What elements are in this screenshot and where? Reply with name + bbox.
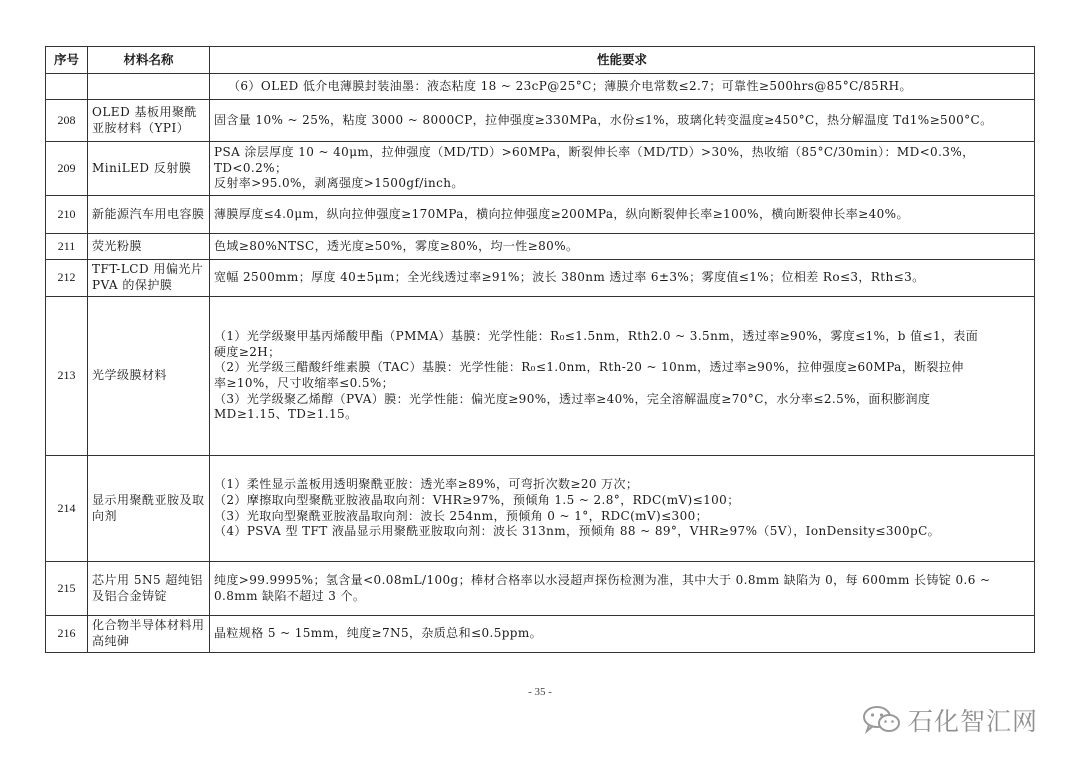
requirement-line: （1）柔性显示盖板用透明聚酰亚胺：透光率≥89%，可弯折次数≥20 万次； — [214, 477, 639, 492]
requirement-line: （4）PSVA 型 TFT 液晶显示用聚酰亚胺取向剂：波长 313nm，预倾角 88 ~ 89°，VHR≥97%（5V），IonDensity≤300pC。 — [214, 524, 941, 539]
row-number: 208 — [46, 100, 88, 142]
requirement-line: 固含量 10% ~ 25%，粘度 3000 ~ 8000CP，拉伸强度≥330MPa，水份≤1%，玻璃化转变温度≥450°C，热分解温度 Td1%≥500°C。 — [214, 112, 993, 127]
header-name: 材料名称 — [88, 47, 210, 74]
requirements-cell — [210, 74, 1035, 100]
spec-table — [45, 46, 1035, 653]
table-row — [46, 297, 1035, 456]
requirements-cell — [210, 562, 1035, 616]
row-number: 216 — [46, 616, 88, 653]
watermark-text: 石化智汇网 — [908, 707, 1039, 736]
requirement-line: 宽幅 2500mm；厚度 40±5μm；全光线透过率≥91%；波长 380nm 透过率 6±3%；雾度值≤1%；位相差 Ro≤3，Rth≤3。 — [214, 270, 925, 285]
row-number: 212 — [46, 260, 88, 297]
table-row — [46, 196, 1035, 234]
table-row — [46, 562, 1035, 616]
material-name: 芯片用 5N5 超纯铝及铝合金铸锭 — [88, 562, 210, 616]
table-row — [46, 142, 1035, 196]
row-number: 213 — [46, 297, 88, 456]
requirement-line: 硬度≥2H； — [214, 344, 281, 359]
table-row — [46, 234, 1035, 260]
table-row — [46, 74, 1035, 100]
material-name: 显示用聚酰亚胺及取向剂 — [88, 456, 210, 562]
requirement-line: （2）摩擦取向型聚酰亚胺液晶取向剂：VHR≥97%，预倾角 1.5 ~ 2.8°，RDC(mV)≤100； — [214, 492, 740, 507]
material-name — [88, 74, 210, 100]
wechat-icon — [862, 705, 902, 735]
requirement-line: 0.8mm 缺陷不超过 3 个。 — [214, 588, 366, 603]
requirement-line: 反射率>95.0%，剥离强度>1500gf/inch。 — [214, 176, 464, 191]
requirements-cell — [210, 234, 1035, 260]
material-name: OLED 基板用聚酰亚胺材料（YPI） — [88, 100, 210, 142]
requirements-cell — [210, 196, 1035, 234]
requirements-cell — [210, 297, 1035, 456]
table-header-row — [46, 47, 1035, 74]
material-name: TFT-LCD 用偏光片 PVA 的保护膜 — [88, 260, 210, 297]
requirement-line: （3）光取向型聚酰亚胺液晶取向剂：波长 254nm，预倾角 0 ~ 1°，RDC(mV)≤300； — [214, 508, 709, 523]
requirement-line: （1）光学级聚甲基丙烯酸甲酯（PMMA）基膜：光学性能：R₀≤1.5nm，Rth2.0 ~ 3.5nm，透过率≥90%，雾度≤1%，b 值≤1，表面 — [214, 329, 979, 344]
row-number: 209 — [46, 142, 88, 196]
requirements-cell — [210, 100, 1035, 142]
material-name: 新能源汽车用电容膜 — [88, 196, 210, 234]
table-row — [46, 100, 1035, 142]
requirement-line: 晶粒规格 5 ~ 15mm，纯度≥7N5，杂质总和≤0.5ppm。 — [214, 626, 543, 641]
table-row — [46, 260, 1035, 297]
header-requirements: 性能要求 — [210, 47, 1035, 74]
requirements-cell — [210, 260, 1035, 297]
requirement-line: （6）OLED 低介电薄膜封装油墨：液态粘度 18 ~ 23cP@25°C；薄膜介电常数≤2.7；可靠性≥500hrs@85°C/85RH。 — [228, 78, 912, 93]
requirements-cell — [210, 142, 1035, 196]
requirement-line: 纯度>99.9995%；氢含量<0.08mL/100g；棒材合格率以水浸超声探伤检测为准，其中大于 0.8mm 缺陷为 0，每 600mm 长铸锭 0.6 ~ — [214, 572, 991, 587]
requirement-line: PSA 涂层厚度 10 ~ 40μm，拉伸强度（MD/TD）>60MPa，断裂伸长率（MD/TD）>30%，热收缩（85°C/30min）：MD<0.3%，TD<0.2%； — [214, 145, 975, 175]
material-name: 光学级膜材料 — [88, 297, 210, 456]
row-number: 211 — [46, 234, 88, 260]
material-name: 荧光粉膜 — [88, 234, 210, 260]
page-number: - 35 - — [528, 686, 552, 698]
material-name: MiniLED 反射膜 — [88, 142, 210, 196]
requirements-cell — [210, 456, 1035, 562]
table-row — [46, 456, 1035, 562]
row-number — [46, 74, 88, 100]
requirement-line: MD≥1.15、TD≥1.15。 — [214, 407, 358, 422]
material-name: 化合物半导体材料用高纯砷 — [88, 616, 210, 653]
row-number: 215 — [46, 562, 88, 616]
header-no: 序号 — [46, 47, 88, 74]
requirement-line: 色域≥80%NTSC，透光度≥50%，雾度≥80%，均一性≥80%。 — [214, 238, 579, 253]
row-number: 210 — [46, 196, 88, 234]
requirement-line: （3）光学级聚乙烯醇（PVA）膜：光学性能：偏光度≥90%，透过率≥40%，完全溶解温度≥70°C，水分率≤2.5%，面积膨润度 — [214, 391, 931, 406]
requirement-line: （2）光学级三醋酸纤维素膜（TAC）基膜：光学性能：R₀≤1.0nm，Rth-20 ~ 10nm，透过率≥90%，拉伸强度≥60MPa，断裂拉伸 — [214, 360, 964, 375]
watermark — [862, 702, 1038, 738]
requirement-line: 率≥10%，尺寸收缩率≤0.5%； — [214, 376, 395, 390]
requirement-line: 薄膜厚度≤4.0μm，纵向拉伸强度≥170MPa，横向拉伸强度≥200MPa，纵向断裂伸长率≥100%，横向断裂伸长率≥40%。 — [214, 206, 909, 221]
requirements-cell — [210, 616, 1035, 653]
table-row — [46, 616, 1035, 653]
row-number: 214 — [46, 456, 88, 562]
